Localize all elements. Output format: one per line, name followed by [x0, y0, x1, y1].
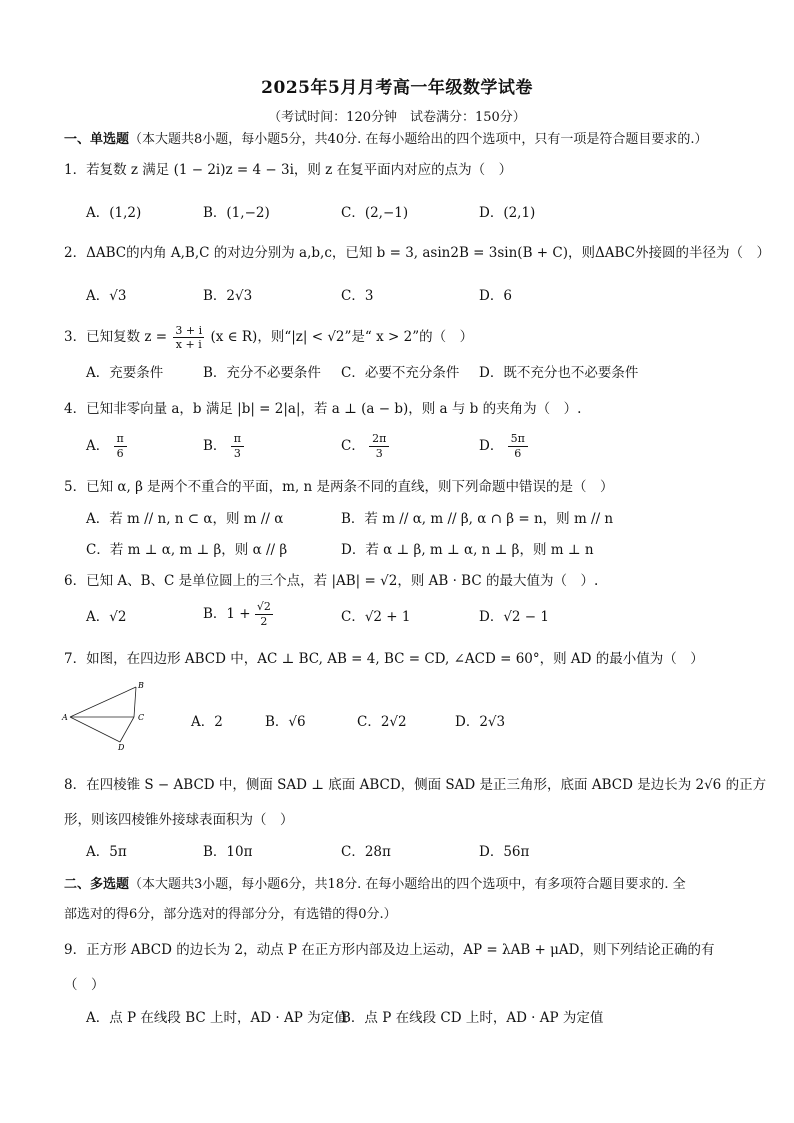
- fraction-denominator: x + i: [175, 338, 202, 351]
- question-7-stem: 7．如图，在四边形 ABCD 中，AC ⊥ BC, AB = 4, BC = CD, ∠ACD = 60°，则 AD 的最小值为（ ）: [64, 651, 704, 667]
- question-2-option-c[interactable]: C．3: [341, 288, 374, 304]
- question-1-option-d[interactable]: D．(2,1): [479, 205, 536, 221]
- fraction-denominator: 6: [116, 447, 124, 460]
- fraction-denominator: 3: [375, 447, 383, 460]
- exam-subtitle: （考试时间：120分钟 试卷满分：150分）: [268, 110, 526, 125]
- section-note: （本大题共8小题，每小题5分，共40分. 在每小题给出的四个选项中，只有一项是符合题目要求的.）: [129, 132, 708, 147]
- question-4-option-a[interactable]: [86, 432, 127, 461]
- fraction-numerator: π: [114, 432, 127, 447]
- question-3-stem: [64, 324, 473, 351]
- question-4-stem: 4．已知非零向量 a，b 满足 |b| = 2|a|，若 a ⊥ (a − b)，则 a 与 b 的夹角为（ ）.: [64, 401, 582, 417]
- question-3-option-c[interactable]: C．必要不充分条件: [341, 365, 460, 381]
- fraction-numerator: √2: [256, 600, 271, 613]
- question-5-option-d[interactable]: D．若 α ⊥ β, m ⊥ α, n ⊥ β，则 m ⊥ n: [341, 542, 594, 558]
- vertex-label-d: D: [118, 743, 125, 752]
- option-label: D．: [479, 438, 504, 454]
- question-6-option-b[interactable]: [203, 600, 273, 629]
- question-3-option-a[interactable]: A．充要条件: [86, 365, 164, 381]
- question-8-stem-line2: 形，则该四棱锥外接球表面积为（ ）: [64, 812, 294, 828]
- option-label: A．: [86, 438, 110, 454]
- question-7-option-c[interactable]: C．2√2: [357, 714, 407, 730]
- fraction-numerator: 3 + i: [175, 324, 203, 337]
- question-5-stem: 5．已知 α, β 是两个不重合的平面，m, n 是两条不同的直线，则下列命题中错误的是（ ）: [64, 479, 614, 495]
- question-2-stem: 2．ΔABC的内角 A,B,C 的对边分别为 a,b,c，已知 b = 3, asin2B = 3sin(B + C)，则ΔABC外接圆的半径为（ ）: [64, 245, 770, 261]
- fraction-numerator: π: [231, 432, 244, 447]
- question-5-option-b[interactable]: B．若 m // α, m // β, α ∩ β = n，则 m // n: [341, 511, 614, 527]
- segment-ab: [70, 687, 136, 717]
- question-1-stem: 1．若复数 z 满足 (1 − 2i)z = 4 − 3i，则 z 在复平面内对应的点为（ ）: [64, 162, 513, 178]
- question-3-stem-b: (x ∈ R)，则“|z| < √2”是“ x > 2”的（ ）: [210, 329, 474, 345]
- question-4-option-d[interactable]: [479, 432, 528, 461]
- question-8-option-c[interactable]: C．28π: [341, 844, 391, 860]
- question-4-option-c[interactable]: [341, 432, 389, 461]
- question-2-option-b[interactable]: B．2√3: [203, 288, 253, 304]
- question-9-option-a[interactable]: A．点 P 在线段 BC 上时，AD · AP 为定值: [86, 1010, 348, 1026]
- option-fraction: [231, 432, 244, 461]
- segment-ad: [70, 717, 120, 742]
- question-7-option-a[interactable]: A．2: [191, 714, 223, 730]
- option-label: B．: [203, 438, 227, 454]
- section-heading: 二、多选题: [64, 877, 130, 892]
- section-note-line2: 部选对的得6分，部分选对的得部分分，有选错的得0分.）: [64, 907, 397, 922]
- question-1-option-c[interactable]: C．(2,−1): [341, 205, 409, 221]
- quadrilateral-figure: [60, 680, 150, 752]
- question-6-option-a[interactable]: A．√2: [86, 609, 127, 625]
- question-4-option-b[interactable]: [203, 432, 244, 461]
- option-fraction: [114, 432, 127, 461]
- option-label: C．: [341, 438, 365, 454]
- segment-cd: [120, 717, 134, 742]
- question-6-stem: 6．已知 A、B、C 是单位圆上的三个点，若 |AB| = √2，则 AB · BC 的最大值为（ ）.: [64, 573, 599, 589]
- question-9-stem-line2: （ ）: [64, 977, 105, 993]
- option-text: B．1 +: [203, 606, 255, 622]
- question-5-option-a[interactable]: A．若 m // n, n ⊂ α，则 m // α: [86, 511, 284, 527]
- fraction-denominator: 3: [233, 447, 241, 460]
- question-9-option-b[interactable]: B．点 P 在线段 CD 上时，AD · AP 为定值: [341, 1010, 604, 1026]
- question-6-option-d[interactable]: D．√2 − 1: [479, 609, 549, 625]
- vertex-label-a: A: [62, 713, 68, 722]
- question-1-option-a[interactable]: A．(1,2): [86, 205, 142, 221]
- section-multiple-choice: [64, 873, 686, 892]
- fraction-numerator: 5π: [508, 432, 528, 447]
- question-8-option-d[interactable]: D．56π: [479, 844, 530, 860]
- exam-title: 2025年5月月考高一年级数学试卷: [261, 78, 533, 98]
- section-note-line1: （本大题共3小题，每小题6分，共18分. 在每小题给出的四个选项中，有多项符合题目要求的. 全: [129, 877, 686, 892]
- segment-bc: [134, 687, 136, 717]
- section-single-choice: [64, 128, 708, 147]
- vertex-label-c: C: [138, 713, 145, 722]
- option-fraction: [255, 600, 273, 629]
- option-fraction: [369, 432, 389, 461]
- question-2-option-d[interactable]: D．6: [479, 288, 512, 304]
- question-3-stem-a: 3．已知复数 z =: [64, 329, 168, 345]
- option-fraction: [508, 432, 528, 461]
- question-5-option-c[interactable]: C．若 m ⊥ α, m ⊥ β，则 α // β: [86, 542, 288, 558]
- question-8-option-b[interactable]: B．10π: [203, 844, 253, 860]
- question-8-option-a[interactable]: A．5π: [86, 844, 127, 860]
- question-3-option-d[interactable]: D．既不充分也不必要条件: [479, 365, 639, 381]
- vertex-label-b: B: [138, 681, 144, 690]
- fraction-numerator: 2π: [369, 432, 389, 447]
- question-3-fraction: [173, 324, 204, 351]
- question-3-option-b[interactable]: B．充分不必要条件: [203, 365, 321, 381]
- fraction-denominator: 2: [260, 615, 268, 628]
- question-7-option-b[interactable]: B．√6: [265, 714, 306, 730]
- question-7-option-d[interactable]: D．2√3: [455, 714, 506, 730]
- question-6-option-c[interactable]: C．√2 + 1: [341, 609, 411, 625]
- question-9-stem-line1: 9．正方形 ABCD 的边长为 2，动点 P 在正方形内部及边上运动，AP = λAB + μAD，则下列结论正确的有: [64, 942, 715, 958]
- question-1-option-b[interactable]: B．(1,−2): [203, 205, 270, 221]
- question-8-stem-line1: 8．在四棱锥 S − ABCD 中，侧面 SAD ⊥ 底面 ABCD，侧面 SAD 是正三角形，底面 ABCD 是边长为 2√6 的正方: [64, 777, 767, 793]
- question-2-option-a[interactable]: A．√3: [86, 288, 127, 304]
- section-heading: 一、单选题: [64, 132, 130, 147]
- fraction-denominator: 6: [514, 447, 522, 460]
